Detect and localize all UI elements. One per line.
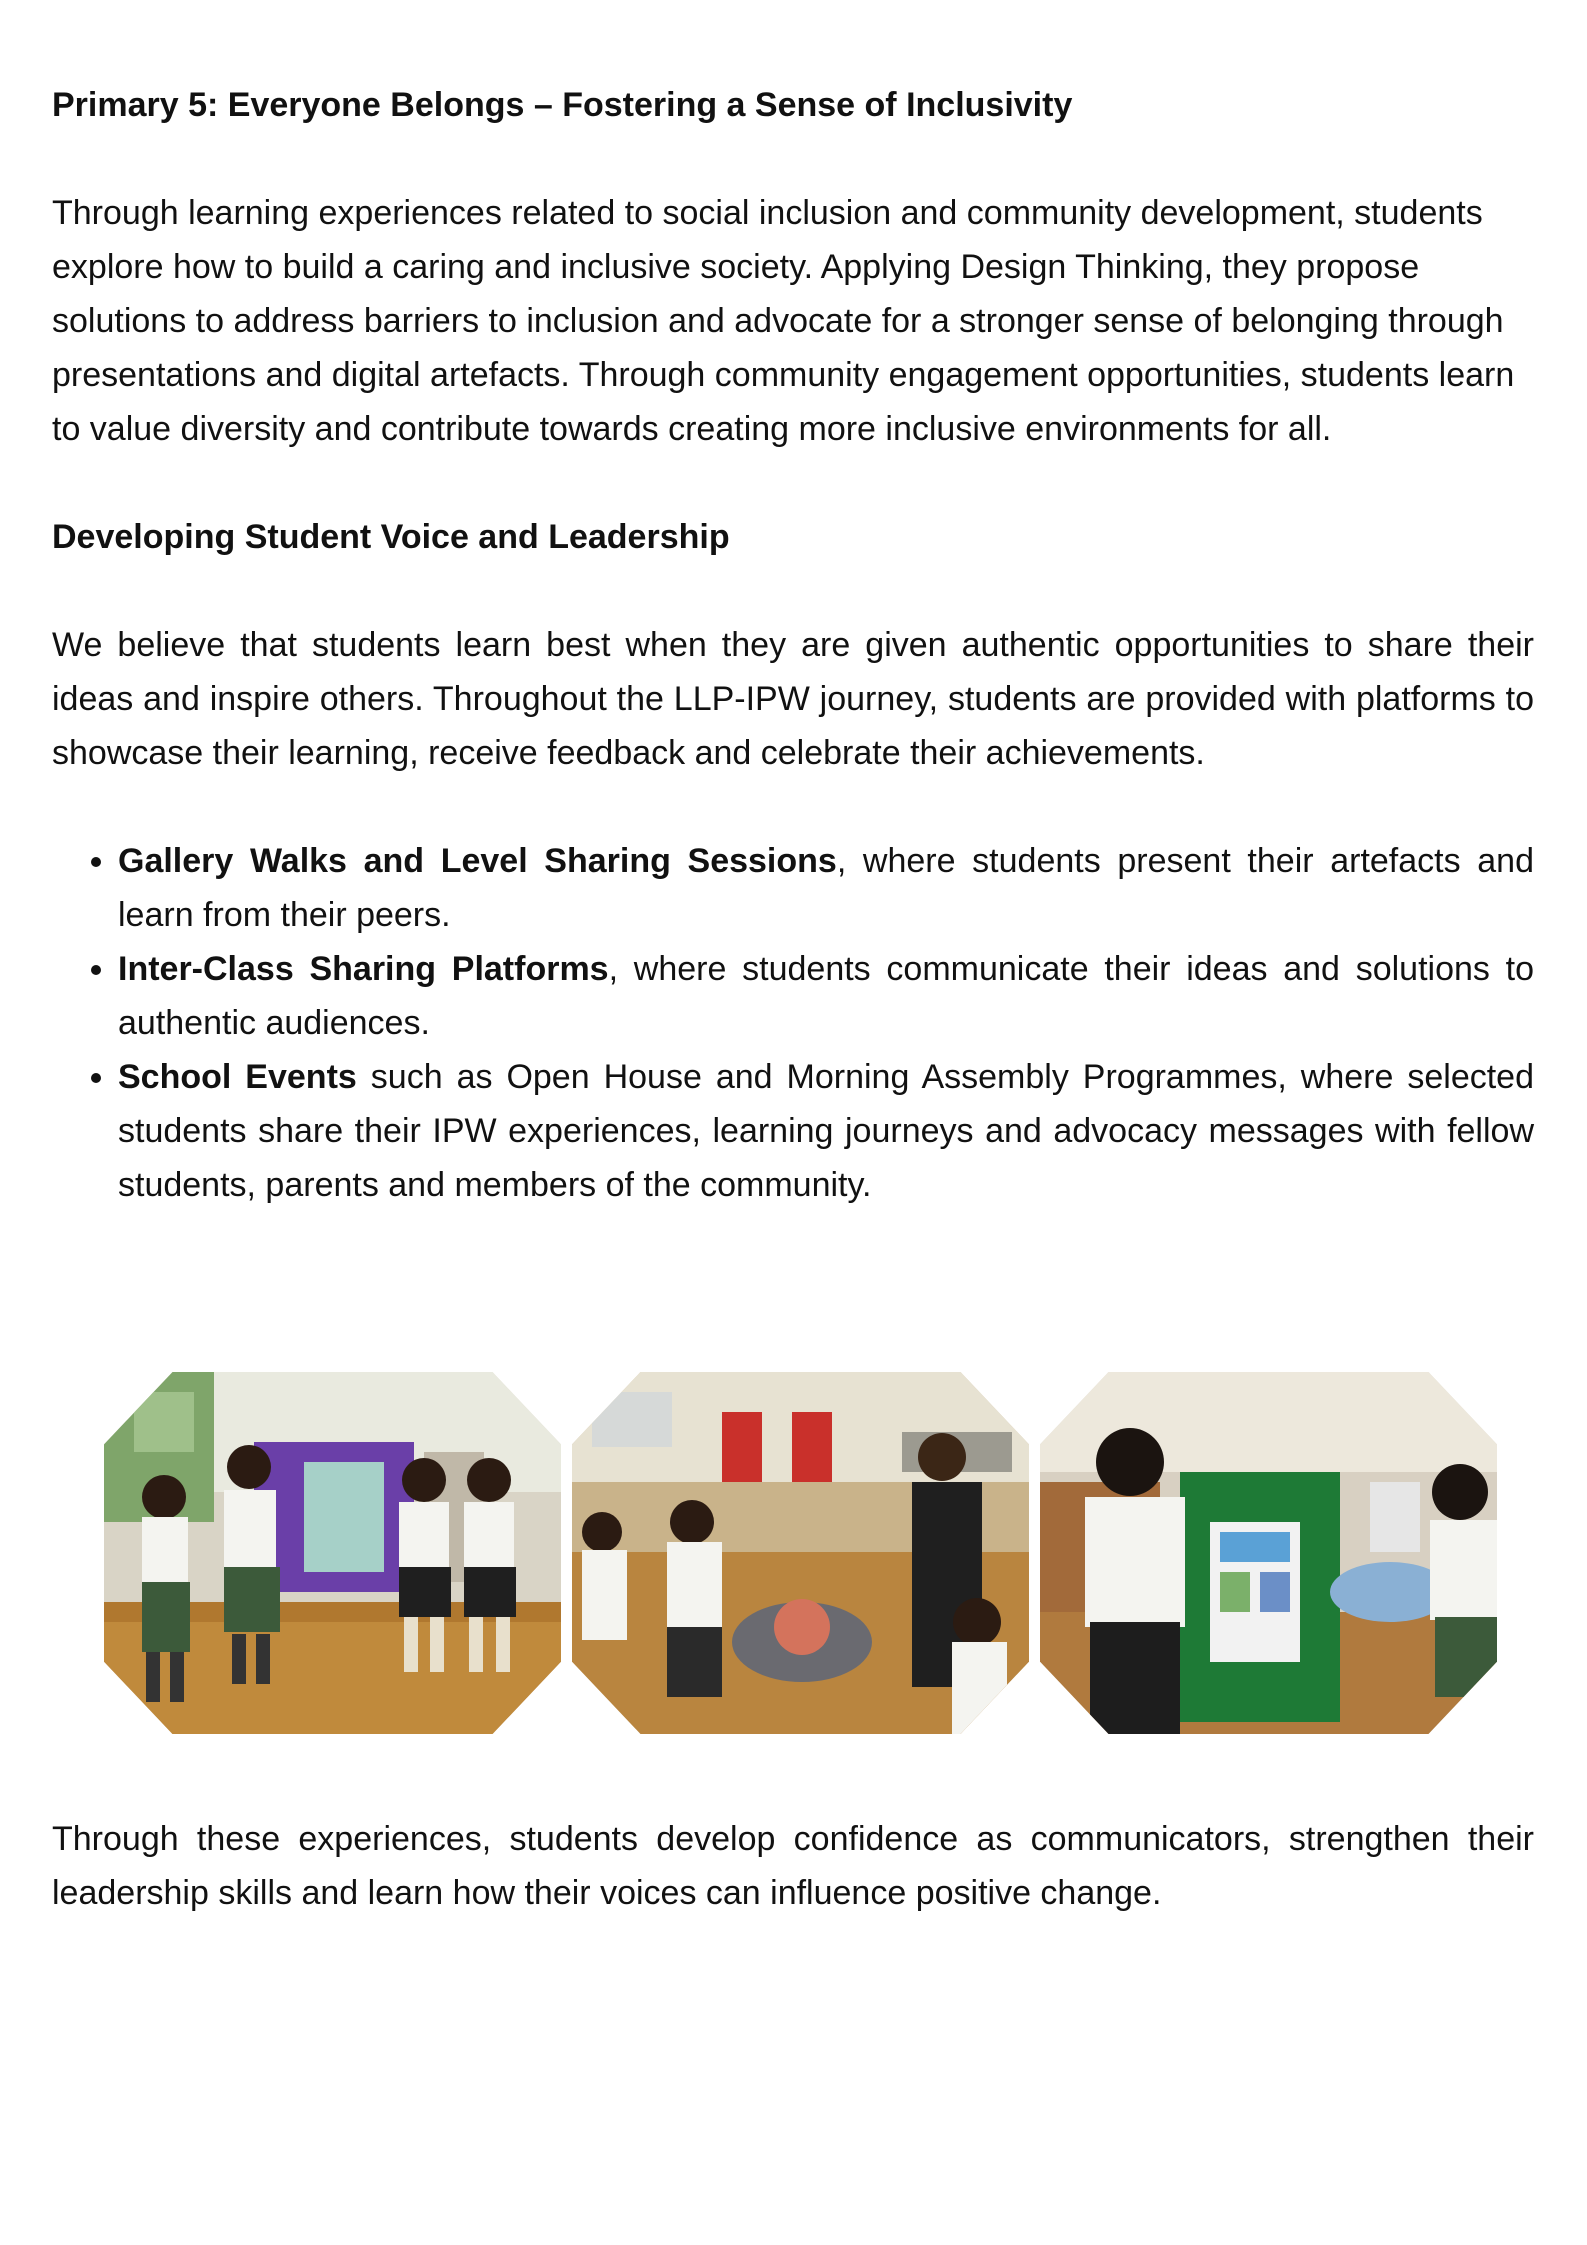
- list-item-title: School Events: [118, 1058, 357, 1096]
- list-item-title: Gallery Walks and Level Sharing Sessions: [118, 842, 837, 880]
- list-item-text: , where students present their artefacts and learn from their peers.: [118, 842, 1534, 934]
- photo-students-sharing-hall: [572, 1372, 1029, 1734]
- section-paragraph-inclusivity: Through learning experiences related to social inclusion and community development, students explore how to build a caring and inclusive society. Applying Design Thinking, they propose solutions to address barriers to inclusion and advocate for a stronger sense of belonging through presentations and digital artefacts. Through community engagement opportunities, students learn to value diversity and contribute towards creating more inclusive environments for all.: [52, 194, 1515, 448]
- closing-section: [52, 1812, 1534, 1920]
- list-item-text: , where students communicate their ideas and solutions to authentic audiences.: [118, 950, 1534, 1042]
- list-item: [118, 834, 1534, 942]
- list-item: [118, 942, 1534, 1050]
- photo-students-posing-gallery: [104, 1372, 561, 1734]
- section-paragraph-student-voice: We believe that students learn best when they are given authentic opportunities to share their ideas and inspire others. Throughout the LLP-IPW journey, students are provided with platforms to showcase their learning, receive feedback and celebrate their achievements.: [52, 626, 1534, 772]
- section-heading-primary-5: Primary 5: Everyone Belongs – Fostering a Sense of Inclusivity: [52, 86, 1073, 124]
- photo-strip: [104, 1372, 1496, 1734]
- list-item-title: Inter-Class Sharing Platforms: [118, 950, 609, 988]
- section-heading-student-voice: Developing Student Voice and Leadership: [52, 518, 730, 556]
- photo-student-presenting-board: [1040, 1372, 1497, 1734]
- list-item: [118, 1050, 1534, 1212]
- document-page: [52, 78, 1534, 1212]
- list-item-text: such as Open House and Morning Assembly Programmes, where selected students share their IPW experiences, learning journeys and advocacy messages with fellow students, parents and members of the community.: [118, 1058, 1535, 1204]
- closing-paragraph: Through these experiences, students develop confidence as communicators, strengthen their leadership skills and learn how their voices can influence positive change.: [52, 1820, 1534, 1912]
- platform-list: [52, 834, 1534, 1212]
